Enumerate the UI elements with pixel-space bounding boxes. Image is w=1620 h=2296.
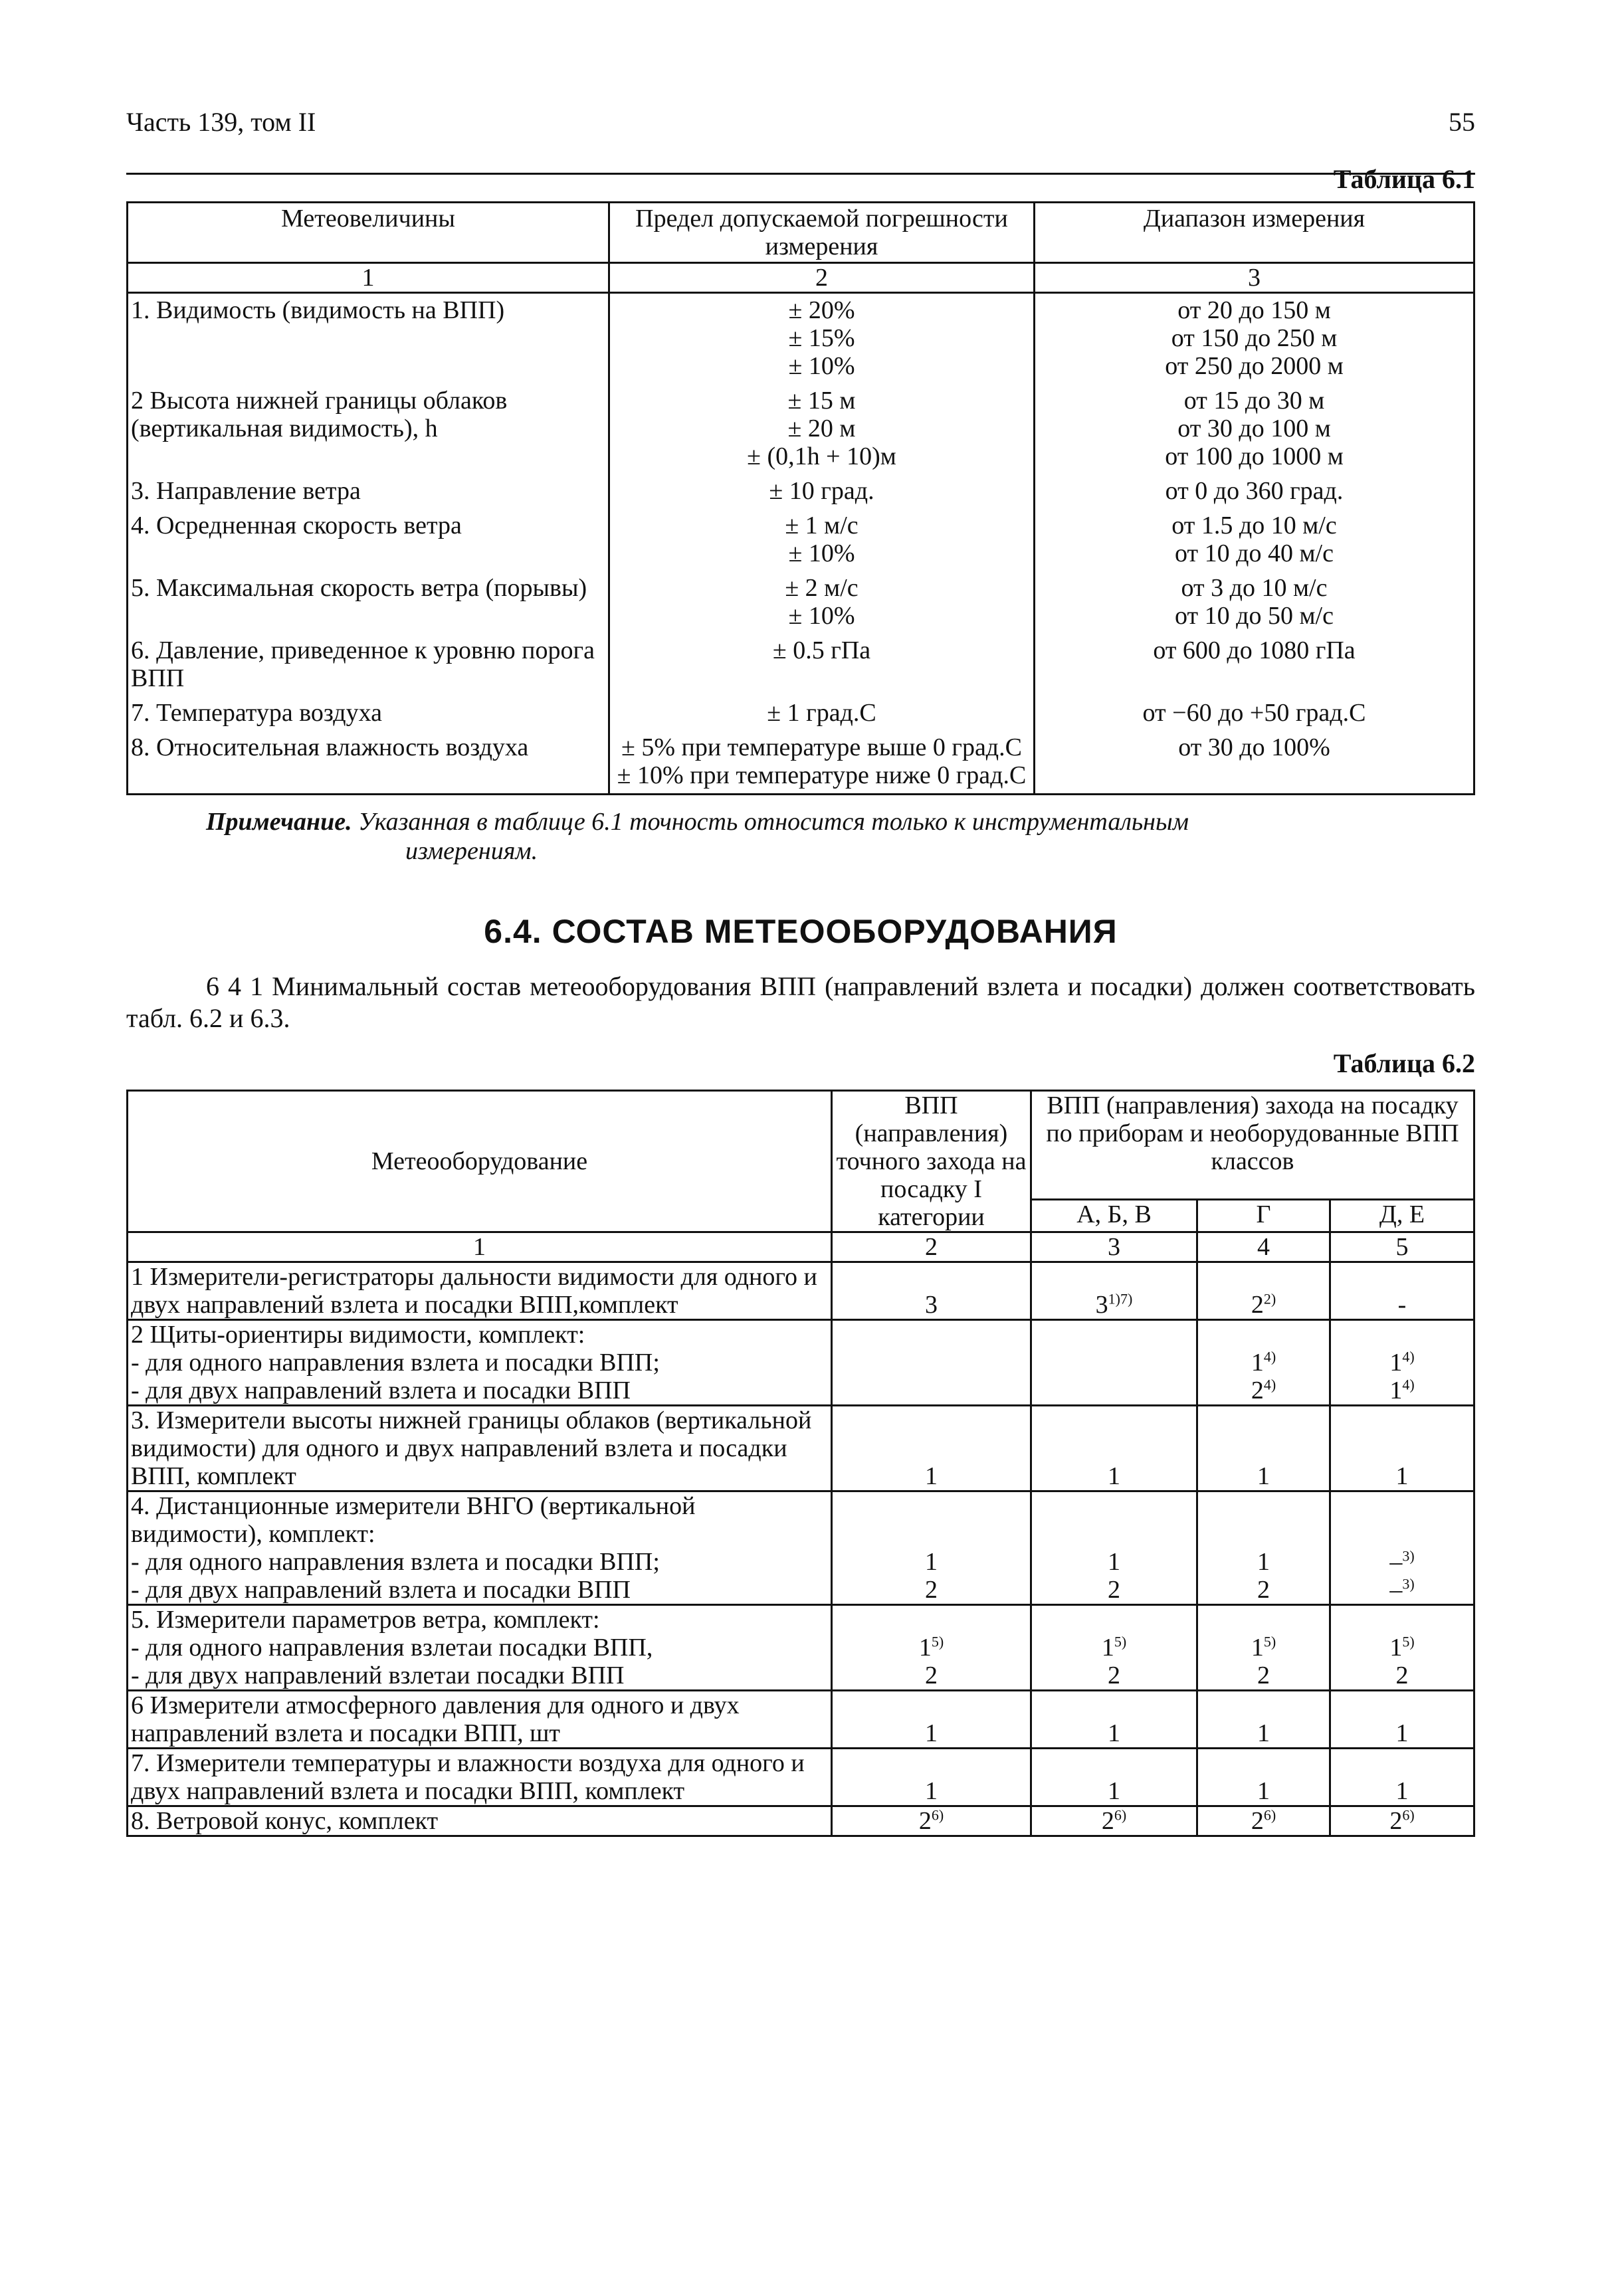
quantity-cell xyxy=(832,1806,1031,1836)
section-paragraph: 6 4 1 Минимальный состав метеооборудования ВПП (направлений взлета и посадки) должен соответствовать табл. 6.2 и 6.3. xyxy=(126,971,1475,1033)
quantity-cell xyxy=(1031,1262,1197,1320)
document-page xyxy=(126,106,1475,1837)
range-cell xyxy=(1035,509,1474,571)
equipment-cell xyxy=(128,1262,832,1320)
footnote-mark: 4) xyxy=(1263,1348,1276,1365)
footnote-mark: 4) xyxy=(1263,1376,1276,1393)
quantity-cell xyxy=(1330,1320,1474,1406)
footnote-mark: 5) xyxy=(1263,1633,1276,1650)
cell-line: - для одного направления взлетаи посадки ВПП, xyxy=(131,1634,653,1662)
quantity-cell xyxy=(1330,1406,1474,1491)
quantity-cell xyxy=(1197,1262,1330,1320)
quantity-value xyxy=(1201,1634,1326,1662)
quantity-number: 1 xyxy=(1251,1634,1264,1662)
cell-line: от 15 до 30 м xyxy=(1183,387,1325,415)
quantity-value xyxy=(1334,1291,1470,1319)
cell-line: от −60 до +50 град.С xyxy=(1142,699,1366,727)
quantity-value xyxy=(1035,1807,1193,1835)
quantity-cell xyxy=(832,1320,1031,1406)
table-row xyxy=(128,1406,1474,1491)
table-row xyxy=(128,634,1474,696)
quantity-number: 2 xyxy=(1108,1576,1120,1604)
table1-header-2: Предел допускаемой погрешности измерения xyxy=(609,203,1035,263)
quantity-value xyxy=(1334,1462,1470,1490)
quantity-number: 1 xyxy=(1389,1634,1403,1662)
quantity-cell xyxy=(1330,1806,1474,1836)
quantity-value xyxy=(1201,1548,1326,1576)
quantity-number: 1 xyxy=(1389,1349,1403,1377)
cell-line: от 0 до 360 град. xyxy=(1165,477,1344,505)
table-row xyxy=(128,293,1474,385)
quantity-cell xyxy=(832,1605,1031,1691)
quantity-number: 1 xyxy=(1395,1462,1409,1490)
equipment-cell xyxy=(128,1406,832,1491)
table-row xyxy=(128,384,1474,474)
table1-caption: Таблица 6.1 xyxy=(1333,164,1475,194)
quantity-value xyxy=(1334,1548,1470,1576)
quantity-number: 1 xyxy=(1257,1462,1270,1490)
table-note xyxy=(126,807,1475,866)
quantity-number: 2 xyxy=(925,1576,938,1604)
quantity-number: 1 xyxy=(1257,1777,1270,1805)
table2-colnum-3: 3 xyxy=(1031,1232,1197,1262)
quantity-value xyxy=(1035,1291,1193,1319)
range-cell xyxy=(1035,474,1474,509)
cell-line: ± 5% при температуре выше 0 град.С xyxy=(621,733,1022,761)
cell-line: 4. Дистанционные измерители ВНГО (вертикальной видимости), комплект: xyxy=(131,1492,696,1548)
quantity-value xyxy=(835,1462,1027,1490)
footnote-mark: 5) xyxy=(931,1633,944,1650)
table1-colnum-3: 3 xyxy=(1035,263,1474,293)
cell-line: ± 2 м/с xyxy=(785,574,859,602)
quantity-number: 1 xyxy=(1108,1719,1120,1747)
cell-line: ± 10 град. xyxy=(769,477,874,505)
quantity-number: – xyxy=(1389,1576,1403,1604)
quantity-number: 1 xyxy=(925,1548,938,1576)
quantity-number: 1 xyxy=(1108,1548,1120,1576)
quantity-cell xyxy=(1330,1691,1474,1749)
quantity-value xyxy=(835,1634,1027,1662)
cell-line: - для одного направления взлета и посадки ВПП; xyxy=(131,1349,660,1377)
cell-line: ± 0.5 гПа xyxy=(772,636,871,664)
table2-subheader-abv: А, Б, В xyxy=(1031,1199,1197,1232)
quantity-number: 1 xyxy=(925,1719,938,1747)
table-row xyxy=(128,1691,1474,1749)
quantity-value xyxy=(1334,1662,1470,1689)
quantity-value xyxy=(1334,1377,1470,1404)
quantity-number: 2 xyxy=(1395,1662,1409,1689)
footnote-mark: 4) xyxy=(1402,1376,1415,1393)
quantity-number: 2 xyxy=(1251,1291,1264,1319)
cell-line: ± (0,1h + 10)м xyxy=(747,442,896,470)
footnote-mark: 4) xyxy=(1402,1348,1415,1365)
parameter-cell: 8. Относительная влажность воздуха xyxy=(128,731,609,795)
footnote-mark: 5) xyxy=(1402,1633,1415,1650)
quantity-value xyxy=(1334,1719,1470,1747)
range-cell xyxy=(1035,571,1474,634)
table2-colnum-1: 1 xyxy=(128,1232,832,1262)
quantity-value xyxy=(1035,1634,1193,1662)
equipment-cell xyxy=(128,1605,832,1691)
quantity-cell xyxy=(832,1491,1031,1605)
quantity-value xyxy=(835,1662,1027,1689)
cell-line: ± 1 град.С xyxy=(767,699,876,727)
footnote-mark: 6) xyxy=(1402,1806,1415,1824)
equipment-cell xyxy=(128,1749,832,1806)
table-row xyxy=(128,571,1474,634)
quantity-cell xyxy=(1197,1605,1330,1691)
table-6-2 xyxy=(126,1090,1475,1837)
table2-header-equipment: Метеооборудование xyxy=(128,1091,832,1232)
error-cell xyxy=(609,384,1035,474)
quantity-value xyxy=(1035,1548,1193,1576)
table1-header-1: Метеовеличины xyxy=(128,203,609,263)
table-row xyxy=(128,731,1474,795)
equipment-cell xyxy=(128,1806,832,1836)
quantity-number: 1 xyxy=(925,1462,938,1490)
cell-line: ± 1 м/с xyxy=(785,512,859,539)
footnote-mark: 3) xyxy=(1402,1575,1415,1592)
error-cell xyxy=(609,293,1035,385)
table-row xyxy=(128,1605,1474,1691)
quantity-value xyxy=(1035,1662,1193,1689)
table1-colnum-2: 2 xyxy=(609,263,1035,293)
error-cell xyxy=(609,474,1035,509)
cell-line: от 1.5 до 10 м/с xyxy=(1171,512,1337,539)
quantity-cell xyxy=(832,1691,1031,1749)
footnote-mark: 6) xyxy=(931,1806,944,1824)
note-text-continued: измерениям. xyxy=(405,837,538,865)
running-header: Часть 139, том II xyxy=(126,107,316,137)
quantity-value xyxy=(835,1291,1027,1319)
equipment-cell xyxy=(128,1691,832,1749)
cell-line: от 100 до 1000 м xyxy=(1165,442,1344,470)
table-6-1 xyxy=(126,201,1475,795)
quantity-number: 2 xyxy=(1101,1807,1114,1835)
cell-line: - для двух направлений взлета и посадки ВПП xyxy=(131,1377,631,1404)
error-cell xyxy=(609,509,1035,571)
cell-line: от 20 до 150 м xyxy=(1177,296,1331,324)
quantity-value xyxy=(1201,1462,1326,1490)
quantity-number: 2 xyxy=(1257,1662,1270,1689)
quantity-number: 2 xyxy=(1251,1807,1264,1835)
note-text: Указанная в таблице 6.1 точность относится только к инструментальным xyxy=(358,808,1189,836)
cell-line: от 250 до 2000 м xyxy=(1165,352,1344,380)
cell-line: ± 15 м xyxy=(787,387,856,415)
quantity-number: – xyxy=(1389,1548,1403,1576)
range-cell xyxy=(1035,384,1474,474)
quantity-value xyxy=(835,1807,1027,1835)
table-row xyxy=(128,1806,1474,1836)
cell-line: ± 20 м xyxy=(787,415,856,442)
quantity-number: 2 xyxy=(925,1662,938,1689)
cell-line: от 30 до 100 м xyxy=(1177,415,1331,442)
parameter-cell: 6. Давление, приведенное к уровню порога ВПП xyxy=(128,634,609,696)
cell-line: от 3 до 10 м/с xyxy=(1181,574,1328,602)
quantity-number: 1 xyxy=(1257,1719,1270,1747)
cell-line: ± 10% xyxy=(788,539,855,567)
table1-colnum-1: 1 xyxy=(128,263,609,293)
table2-colnum-5: 5 xyxy=(1330,1232,1474,1262)
cell-line: ± 20% xyxy=(788,296,855,324)
cell-line: 8. Ветровой конус, комплект xyxy=(131,1807,439,1835)
quantity-number: 1 xyxy=(925,1777,938,1805)
range-cell xyxy=(1035,293,1474,385)
note-label: Примечание. xyxy=(206,808,352,836)
table2-colnum-4: 4 xyxy=(1197,1232,1330,1262)
quantity-cell xyxy=(1031,1605,1197,1691)
quantity-value xyxy=(1201,1377,1326,1404)
table2-header-instrument: ВПП (направления) захода на посадку по приборам и необорудованные ВПП классов xyxy=(1031,1091,1474,1200)
quantity-cell xyxy=(832,1749,1031,1806)
quantity-cell xyxy=(1330,1749,1474,1806)
quantity-cell xyxy=(1031,1806,1197,1836)
quantity-cell xyxy=(1031,1749,1197,1806)
cell-line: ± 10% при температуре ниже 0 град.С xyxy=(617,761,1027,789)
quantity-number: 1 xyxy=(1395,1777,1409,1805)
quantity-value xyxy=(1334,1777,1470,1805)
quantity-value xyxy=(1035,1777,1193,1805)
quantity-value xyxy=(1035,1576,1193,1604)
quantity-value xyxy=(1201,1349,1326,1377)
table-row xyxy=(128,1491,1474,1605)
quantity-value xyxy=(835,1719,1027,1747)
table2-subheader-g: Г xyxy=(1197,1199,1330,1232)
cell-line: от 150 до 250 м xyxy=(1171,324,1338,352)
equipment-cell xyxy=(128,1320,832,1406)
quantity-number: 2 xyxy=(1257,1576,1270,1604)
quantity-value xyxy=(1035,1719,1193,1747)
quantity-value xyxy=(1201,1291,1326,1319)
quantity-number: 2 xyxy=(918,1807,932,1835)
cell-line: 6 Измерители атмосферного давления для одного и двух направлений взлета и посадки ВПП, шт xyxy=(131,1691,740,1747)
cell-line: - для двух направлений взлетаи посадки ВПП xyxy=(131,1662,625,1689)
range-cell xyxy=(1035,696,1474,731)
quantity-value xyxy=(1201,1576,1326,1604)
quantity-value xyxy=(1201,1777,1326,1805)
quantity-number: 2 xyxy=(1389,1807,1403,1835)
quantity-cell xyxy=(1197,1806,1330,1836)
quantity-cell xyxy=(1031,1491,1197,1605)
cell-line: 2 Щиты-ориентиры видимости, комплект: xyxy=(131,1321,585,1349)
table2-colnum-2: 2 xyxy=(832,1232,1031,1262)
table-row xyxy=(128,1749,1474,1806)
quantity-cell xyxy=(1031,1406,1197,1491)
quantity-cell xyxy=(1031,1691,1197,1749)
footnote-mark: 6) xyxy=(1114,1806,1127,1824)
error-cell xyxy=(609,696,1035,731)
quantity-number: - xyxy=(1397,1291,1407,1319)
error-cell xyxy=(609,731,1035,795)
parameter-cell: 5. Максимальная скорость ветра (порывы) xyxy=(128,571,609,634)
parameter-cell: 2 Высота нижней границы облаков (вертикальная видимость), h xyxy=(128,384,609,474)
quantity-number: 1 xyxy=(918,1634,932,1662)
footnote-mark: 5) xyxy=(1114,1633,1127,1650)
quantity-number: 2 xyxy=(1251,1377,1264,1404)
table-row xyxy=(128,1320,1474,1406)
cell-line: от 10 до 50 м/с xyxy=(1175,602,1334,630)
quantity-value xyxy=(1334,1807,1470,1835)
parameter-cell: 3. Направление ветра xyxy=(128,474,609,509)
cell-line: 7. Измерители температуры и влажности воздуха для одного и двух направлений взлета и посадки ВПП, комплект xyxy=(131,1749,805,1805)
range-cell xyxy=(1035,731,1474,795)
quantity-number: 1 xyxy=(1101,1634,1114,1662)
footnote-mark: 6) xyxy=(1263,1806,1276,1824)
cell-line: от 10 до 40 м/с xyxy=(1175,539,1334,567)
quantity-cell xyxy=(1197,1406,1330,1491)
quantity-value xyxy=(1201,1719,1326,1747)
cell-line: от 30 до 100% xyxy=(1178,733,1330,761)
quantity-number: 1 xyxy=(1389,1377,1403,1404)
quantity-value xyxy=(835,1576,1027,1604)
quantity-value xyxy=(1201,1662,1326,1689)
quantity-cell xyxy=(1031,1320,1197,1406)
quantity-cell xyxy=(1330,1605,1474,1691)
quantity-cell xyxy=(1197,1320,1330,1406)
equipment-cell xyxy=(128,1491,832,1605)
table-row xyxy=(128,1262,1474,1320)
quantity-cell xyxy=(1197,1749,1330,1806)
cell-line: ± 15% xyxy=(788,324,855,352)
section-title: 6.4. СОСТАВ МЕТЕООБОРУДОВАНИЯ xyxy=(484,913,1118,950)
quantity-cell xyxy=(1197,1691,1330,1749)
page-header xyxy=(126,106,1475,150)
header-rule xyxy=(126,173,1475,175)
cell-line: 1 Измерители-регистраторы дальности видимости для одного и двух направлений взлета и посадки ВПП,комплект xyxy=(131,1263,817,1319)
table2-subheader-de: Д, Е xyxy=(1330,1199,1474,1232)
quantity-value xyxy=(1035,1462,1193,1490)
cell-line: от 600 до 1080 гПа xyxy=(1153,636,1356,664)
quantity-number: 3 xyxy=(925,1291,938,1319)
footnote-mark: 1)7) xyxy=(1108,1290,1133,1307)
quantity-value xyxy=(1334,1576,1470,1604)
parameter-cell: 1. Видимость (видимость на ВПП) xyxy=(128,293,609,385)
quantity-value xyxy=(835,1777,1027,1805)
quantity-number: 1 xyxy=(1251,1349,1264,1377)
quantity-cell xyxy=(832,1406,1031,1491)
quantity-number: 1 xyxy=(1257,1548,1270,1576)
cell-line: ± 10% xyxy=(788,602,855,630)
quantity-value xyxy=(1334,1634,1470,1662)
range-cell xyxy=(1035,634,1474,696)
quantity-value xyxy=(1334,1349,1470,1377)
quantity-value xyxy=(1201,1807,1326,1835)
quantity-value xyxy=(835,1548,1027,1576)
cell-line: - для двух направлений взлета и посадки ВПП xyxy=(131,1576,631,1604)
parameter-cell: 7. Температура воздуха xyxy=(128,696,609,731)
error-cell xyxy=(609,571,1035,634)
quantity-number: 1 xyxy=(1108,1777,1120,1805)
quantity-number: 1 xyxy=(1108,1462,1120,1490)
table-row xyxy=(128,509,1474,571)
parameter-cell: 4. Осредненная скорость ветра xyxy=(128,509,609,571)
footnote-mark: 3) xyxy=(1402,1547,1415,1565)
footnote-mark: 2) xyxy=(1263,1290,1276,1307)
quantity-cell xyxy=(1330,1491,1474,1605)
quantity-cell xyxy=(832,1262,1031,1320)
quantity-number: 1 xyxy=(1395,1719,1409,1747)
table-row xyxy=(128,474,1474,509)
table1-header-3: Диапазон измерения xyxy=(1035,203,1474,263)
cell-line: - для одного направления взлета и посадки ВПП; xyxy=(131,1548,660,1576)
cell-line: 5. Измерители параметров ветра, комплект: xyxy=(131,1606,600,1634)
table-row xyxy=(128,696,1474,731)
page-number: 55 xyxy=(1449,107,1475,137)
quantity-number: 2 xyxy=(1108,1662,1120,1689)
quantity-cell xyxy=(1330,1262,1474,1320)
quantity-number: 3 xyxy=(1095,1291,1108,1319)
table2-header-precision: ВПП (направления) точного захода на посадку I категории xyxy=(832,1091,1031,1232)
cell-line: 3. Измерители высоты нижней границы облаков (вертикальной видимости) для одного и двух направлений взлета и посадки ВПП, комплект xyxy=(131,1406,812,1490)
cell-line: ± 10% xyxy=(788,352,855,380)
quantity-cell xyxy=(1197,1491,1330,1605)
table2-caption: Таблица 6.2 xyxy=(1333,1048,1475,1078)
error-cell xyxy=(609,634,1035,696)
